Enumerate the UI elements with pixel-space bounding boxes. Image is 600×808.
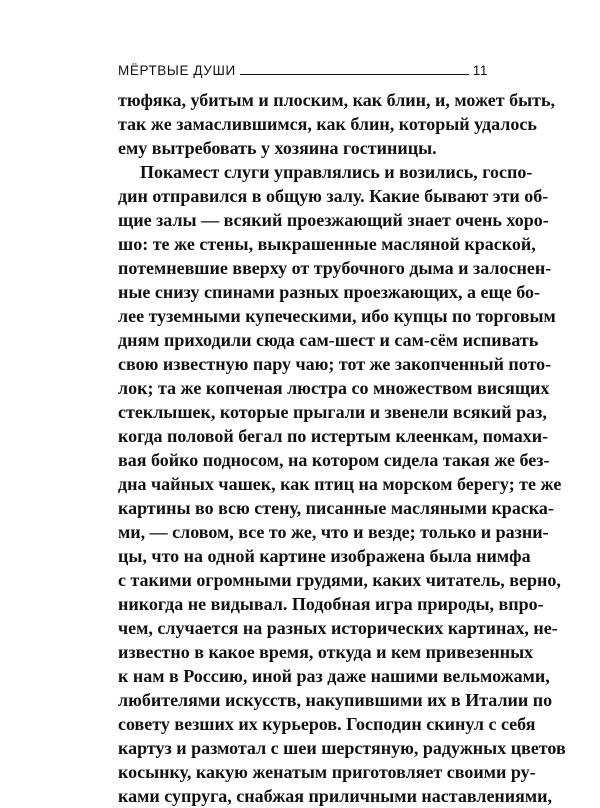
text-line: так же замаслившимся, как блин, который удалось xyxy=(118,114,537,134)
text-line: никогда не видывал. Подобная игра природы, впро- xyxy=(118,594,544,614)
text-line: картины во всю стену, писанные масляными краска- xyxy=(118,498,554,518)
text-line: к нам в Россию, иной раз даже нашими вельможами, xyxy=(118,666,550,686)
text-line: чем, случается на разных исторических картинах, не- xyxy=(118,618,558,638)
text-line: тюфяка, убитым и плоским, как блин, и, может быть, xyxy=(118,90,556,110)
text-line: совету везших их курьеров. Господин скинул с себя xyxy=(118,714,536,734)
text-line: лок; та же копченая люстра со множеством висящих xyxy=(118,378,550,398)
text-line: ми, — словом, все то же, что и везде; только и разни- xyxy=(118,522,549,542)
header-rule xyxy=(240,74,469,75)
text-line: картуз и размотал с шеи шерстяную, радужных цветов xyxy=(118,738,566,758)
book-title: МЁРТВЫЕ ДУШИ xyxy=(118,63,236,78)
text-line: с такими огромными грудями, каких читатель, верно, xyxy=(118,570,561,590)
text-line: вая бойко подносом, на котором сидела такая же без- xyxy=(118,450,550,470)
text-line: свою известную пару чаю; тот же закопченный пото- xyxy=(118,354,552,374)
text-line: цы, что на одной картине изображена была нимфа xyxy=(118,546,531,566)
text-line: ками супруга, снабжая приличными наставлениями, xyxy=(118,786,553,806)
text-line: известно в какое время, откуда и кем привезенных xyxy=(118,642,534,662)
text-line: дна чайных чашек, как птиц на морском берегу; те же xyxy=(118,474,562,494)
text-line: лее туземными купеческими, ибо купцы по торговым xyxy=(118,306,556,326)
text-line: ему вытребовать у хозяина гостиницы. xyxy=(118,138,437,158)
text-line: когда половой бегал по истертым клеенкам, помахи- xyxy=(118,426,549,446)
running-head xyxy=(118,58,488,78)
text-line: ные снизу спинами разных проезжающих, а еще бо- xyxy=(118,282,540,302)
text-line: щие залы — всякий проезжающий знает очень хоро- xyxy=(118,210,549,230)
text-line: стеклышек, которые прыгали и звенели всякий раз, xyxy=(118,402,547,422)
text-line: дин отправился в общую залу. Какие бывают эти об- xyxy=(118,186,549,206)
text-line: шо: те же стены, выкрашенные масляной краской, xyxy=(118,234,536,254)
page-number: 11 xyxy=(472,63,488,78)
body-text xyxy=(118,88,566,808)
text-line: потемневшие вверху от трубочного дыма и залоснен- xyxy=(118,258,552,278)
text-line: Покамест слуги управлялись и возились, госпо- xyxy=(140,162,533,182)
text-line: любителями искусств, накупившими их в Италии по xyxy=(118,690,553,710)
text-line: косынку, какую женатым приготовляет своими ру- xyxy=(118,762,536,782)
text-line: дням приходили сюда сам-шест и сам-сём испивать xyxy=(118,330,539,350)
